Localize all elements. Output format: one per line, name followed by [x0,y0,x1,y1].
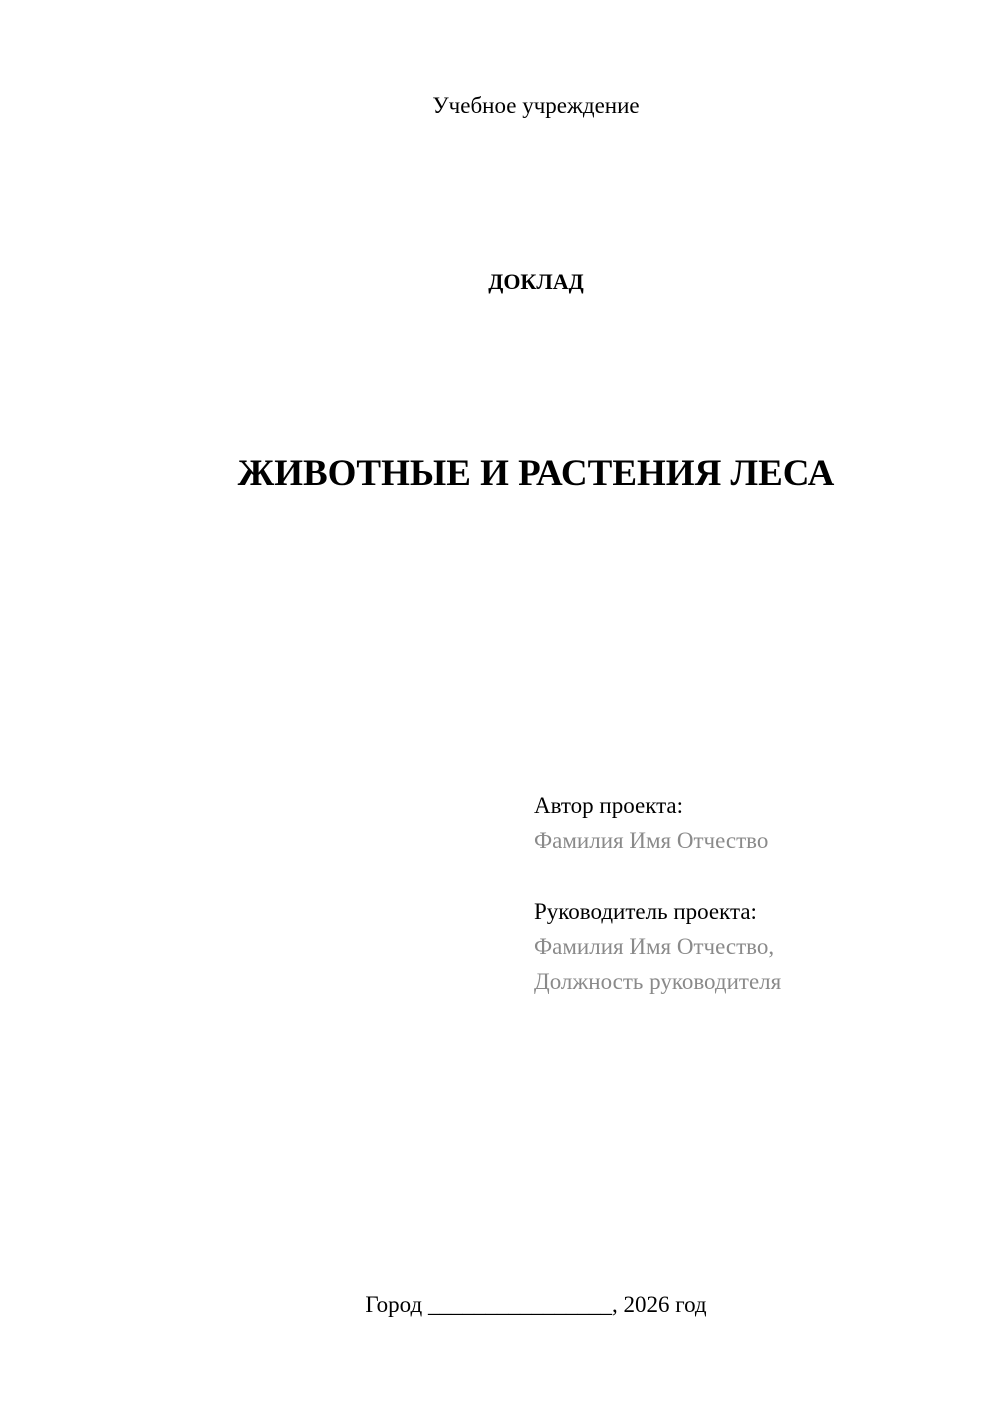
institution-name: Учебное учреждение [432,93,640,118]
info-spacer [534,858,974,894]
author-label: Автор проекта: [534,793,683,818]
project-info-block [534,788,974,999]
document-type: ДОКЛАД [488,269,584,294]
city-year-line: Город ________________, 2026 год [365,1292,707,1317]
supervisor-name: Фамилия Имя Отчество, [534,934,775,959]
author-name: Фамилия Имя Отчество [534,828,769,853]
supervisor-label: Руководитель проекта: [534,899,757,924]
document-title: ЖИВОТНЫЕ И РАСТЕНИЯ ЛЕСА [237,453,835,494]
supervisor-position: Должность руководителя [534,969,782,994]
